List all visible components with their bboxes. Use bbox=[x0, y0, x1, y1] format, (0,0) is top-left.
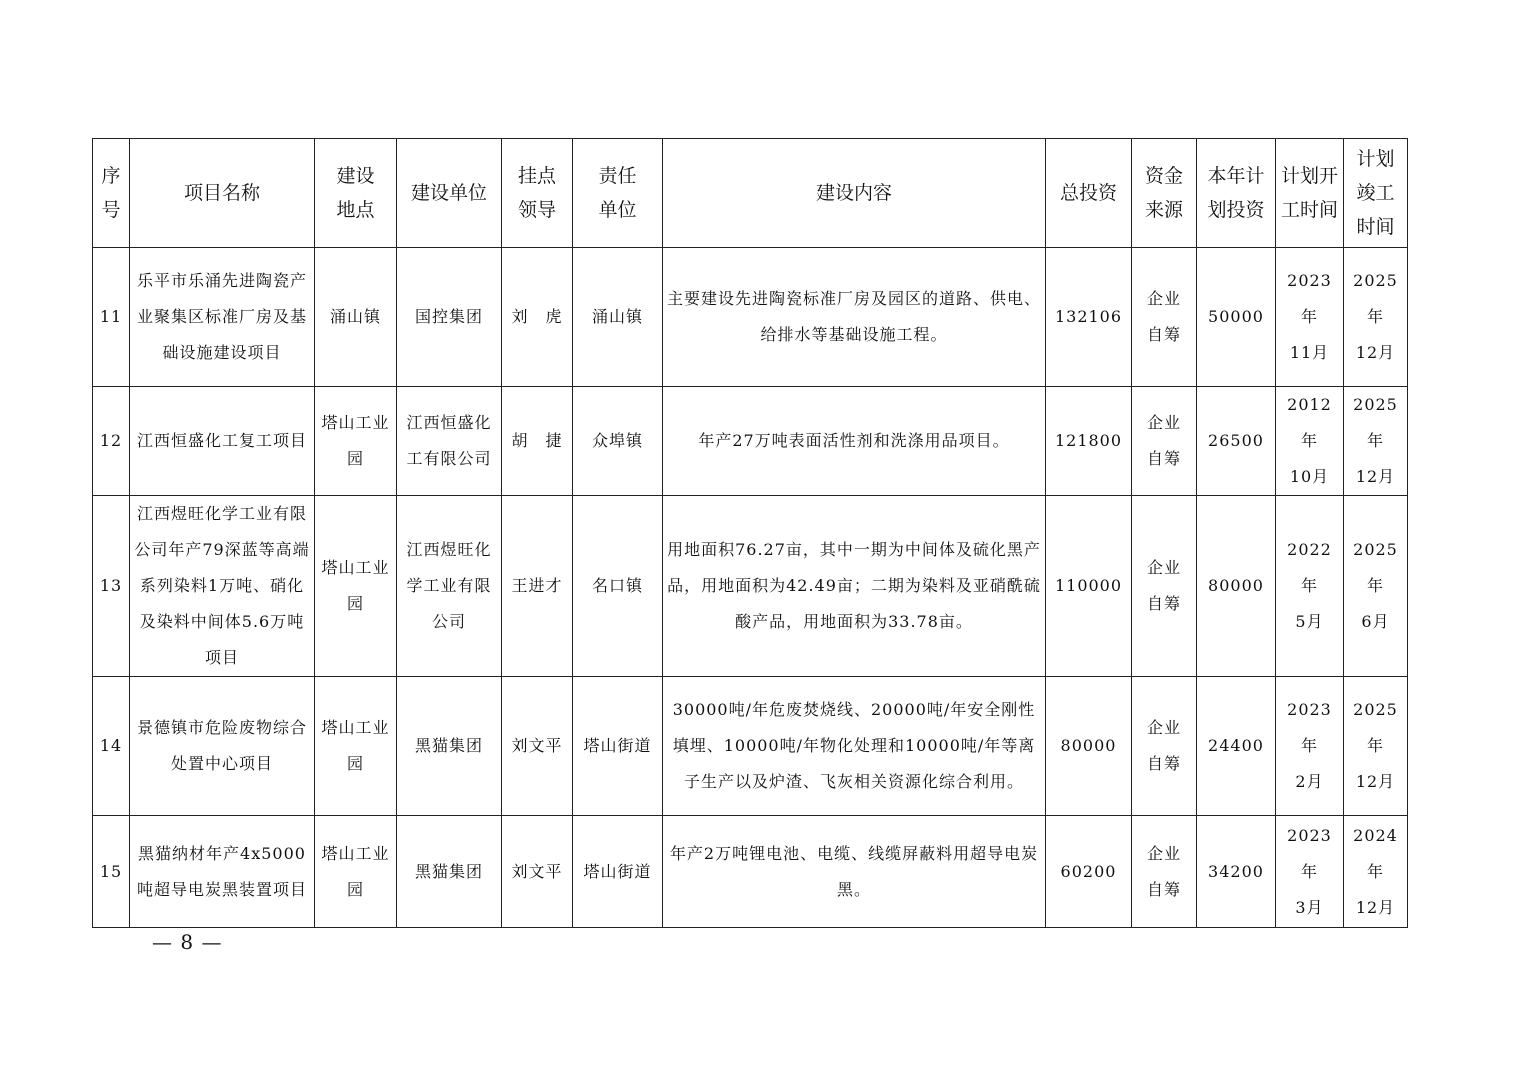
cell-responsible-unit: 涌山镇 bbox=[573, 248, 663, 387]
cell-end-time: 2025年 12月 bbox=[1344, 387, 1408, 496]
cell-project-name: 江西恒盛化工复工项目 bbox=[130, 387, 315, 496]
table-row bbox=[93, 816, 1408, 928]
cell-project-name: 黑猫纳材年产4x5000吨超导电炭黑装置项目 bbox=[130, 816, 315, 928]
cell-leader: 王进才 bbox=[502, 496, 573, 677]
cell-seq: 12 bbox=[93, 387, 130, 496]
cell-leader: 刘 虎 bbox=[502, 248, 573, 387]
cell-fund-source: 企业 自筹 bbox=[1132, 816, 1197, 928]
cell-total-investment: 80000 bbox=[1046, 677, 1132, 816]
cell-content: 主要建设先进陶瓷标准厂房及园区的道路、供电、给排水等基础设施工程。 bbox=[663, 248, 1046, 387]
header-start-time: 计划开 工时间 bbox=[1276, 139, 1344, 248]
cell-start-time: 2023年 11月 bbox=[1276, 248, 1344, 387]
cell-annual-investment: 34200 bbox=[1197, 816, 1276, 928]
cell-construction-unit: 黑猫集团 bbox=[397, 677, 502, 816]
cell-project-name: 乐平市乐涌先进陶瓷产业聚集区标准厂房及基础设施建设项目 bbox=[130, 248, 315, 387]
cell-construction-unit: 国控集团 bbox=[397, 248, 502, 387]
cell-construction-unit: 黑猫集团 bbox=[397, 816, 502, 928]
cell-end-time: 2025年 12月 bbox=[1344, 677, 1408, 816]
header-project-name: 项目名称 bbox=[130, 139, 315, 248]
table-row bbox=[93, 677, 1408, 816]
cell-end-time: 2025年 12月 bbox=[1344, 248, 1408, 387]
cell-responsible-unit: 众埠镇 bbox=[573, 387, 663, 496]
header-total-investment: 总投资 bbox=[1046, 139, 1132, 248]
cell-annual-investment: 26500 bbox=[1197, 387, 1276, 496]
cell-location: 涌山镇 bbox=[315, 248, 397, 387]
cell-leader: 刘文平 bbox=[502, 816, 573, 928]
cell-project-name: 景德镇市危险废物综合处置中心项目 bbox=[130, 677, 315, 816]
header-row bbox=[93, 139, 1408, 248]
cell-responsible-unit: 塔山街道 bbox=[573, 677, 663, 816]
cell-leader: 胡 捷 bbox=[502, 387, 573, 496]
cell-fund-source: 企业 自筹 bbox=[1132, 387, 1197, 496]
table-row bbox=[93, 248, 1408, 387]
cell-location: 塔山工业园 bbox=[315, 496, 397, 677]
cell-seq: 15 bbox=[93, 816, 130, 928]
cell-annual-investment: 50000 bbox=[1197, 248, 1276, 387]
header-location: 建设 地点 bbox=[315, 139, 397, 248]
cell-start-time: 2023年 3月 bbox=[1276, 816, 1344, 928]
cell-location: 塔山工业园 bbox=[315, 816, 397, 928]
cell-seq: 14 bbox=[93, 677, 130, 816]
cell-fund-source: 企业 自筹 bbox=[1132, 248, 1197, 387]
cell-location: 塔山工业园 bbox=[315, 677, 397, 816]
cell-location: 塔山工业园 bbox=[315, 387, 397, 496]
cell-fund-source: 企业 自筹 bbox=[1132, 496, 1197, 677]
cell-seq: 13 bbox=[93, 496, 130, 677]
cell-leader: 刘文平 bbox=[502, 677, 573, 816]
header-annual-investment: 本年计 划投资 bbox=[1197, 139, 1276, 248]
cell-total-investment: 132106 bbox=[1046, 248, 1132, 387]
header-leader: 挂点 领导 bbox=[502, 139, 573, 248]
cell-annual-investment: 80000 bbox=[1197, 496, 1276, 677]
cell-seq: 11 bbox=[93, 248, 130, 387]
cell-construction-unit: 江西恒盛化工有限公司 bbox=[397, 387, 502, 496]
cell-project-name: 江西煜旺化学工业有限公司年产79深蓝等高端系列染料1万吨、硝化及染料中间体5.6万吨项目 bbox=[130, 496, 315, 677]
table-row bbox=[93, 496, 1408, 677]
cell-content: 30000吨/年危废焚烧线、20000吨/年安全刚性填埋、10000吨/年物化处理和10000吨/年等离子生产以及炉渣、飞灰相关资源化综合利用。 bbox=[663, 677, 1046, 816]
cell-content: 年产27万吨表面活性剂和洗涤用品项目。 bbox=[663, 387, 1046, 496]
cell-end-time: 2025年 6月 bbox=[1344, 496, 1408, 677]
cell-start-time: 2023年 2月 bbox=[1276, 677, 1344, 816]
cell-end-time: 2024年 12月 bbox=[1344, 816, 1408, 928]
cell-total-investment: 121800 bbox=[1046, 387, 1132, 496]
cell-start-time: 2022年 5月 bbox=[1276, 496, 1344, 677]
cell-responsible-unit: 塔山街道 bbox=[573, 816, 663, 928]
header-seq: 序 号 bbox=[93, 139, 130, 248]
cell-total-investment: 60200 bbox=[1046, 816, 1132, 928]
header-end-time: 计划 竣工 时间 bbox=[1344, 139, 1408, 248]
header-responsible-unit: 责任 单位 bbox=[573, 139, 663, 248]
cell-annual-investment: 24400 bbox=[1197, 677, 1276, 816]
header-construction-unit: 建设单位 bbox=[397, 139, 502, 248]
header-content: 建设内容 bbox=[663, 139, 1046, 248]
page-number: — 8 — bbox=[152, 930, 223, 954]
cell-fund-source: 企业 自筹 bbox=[1132, 677, 1197, 816]
cell-total-investment: 110000 bbox=[1046, 496, 1132, 677]
cell-content: 用地面积76.27亩，其中一期为中间体及硫化黑产品，用地面积为42.49亩；二期为染料及亚硝酰硫酸产品，用地面积为33.78亩。 bbox=[663, 496, 1046, 677]
table-row bbox=[93, 387, 1408, 496]
header-fund-source: 资金 来源 bbox=[1132, 139, 1197, 248]
cell-start-time: 2012年 10月 bbox=[1276, 387, 1344, 496]
cell-responsible-unit: 名口镇 bbox=[573, 496, 663, 677]
project-table bbox=[92, 138, 1408, 928]
cell-content: 年产2万吨锂电池、电缆、线缆屏蔽料用超导电炭黑。 bbox=[663, 816, 1046, 928]
cell-construction-unit: 江西煜旺化学工业有限公司 bbox=[397, 496, 502, 677]
